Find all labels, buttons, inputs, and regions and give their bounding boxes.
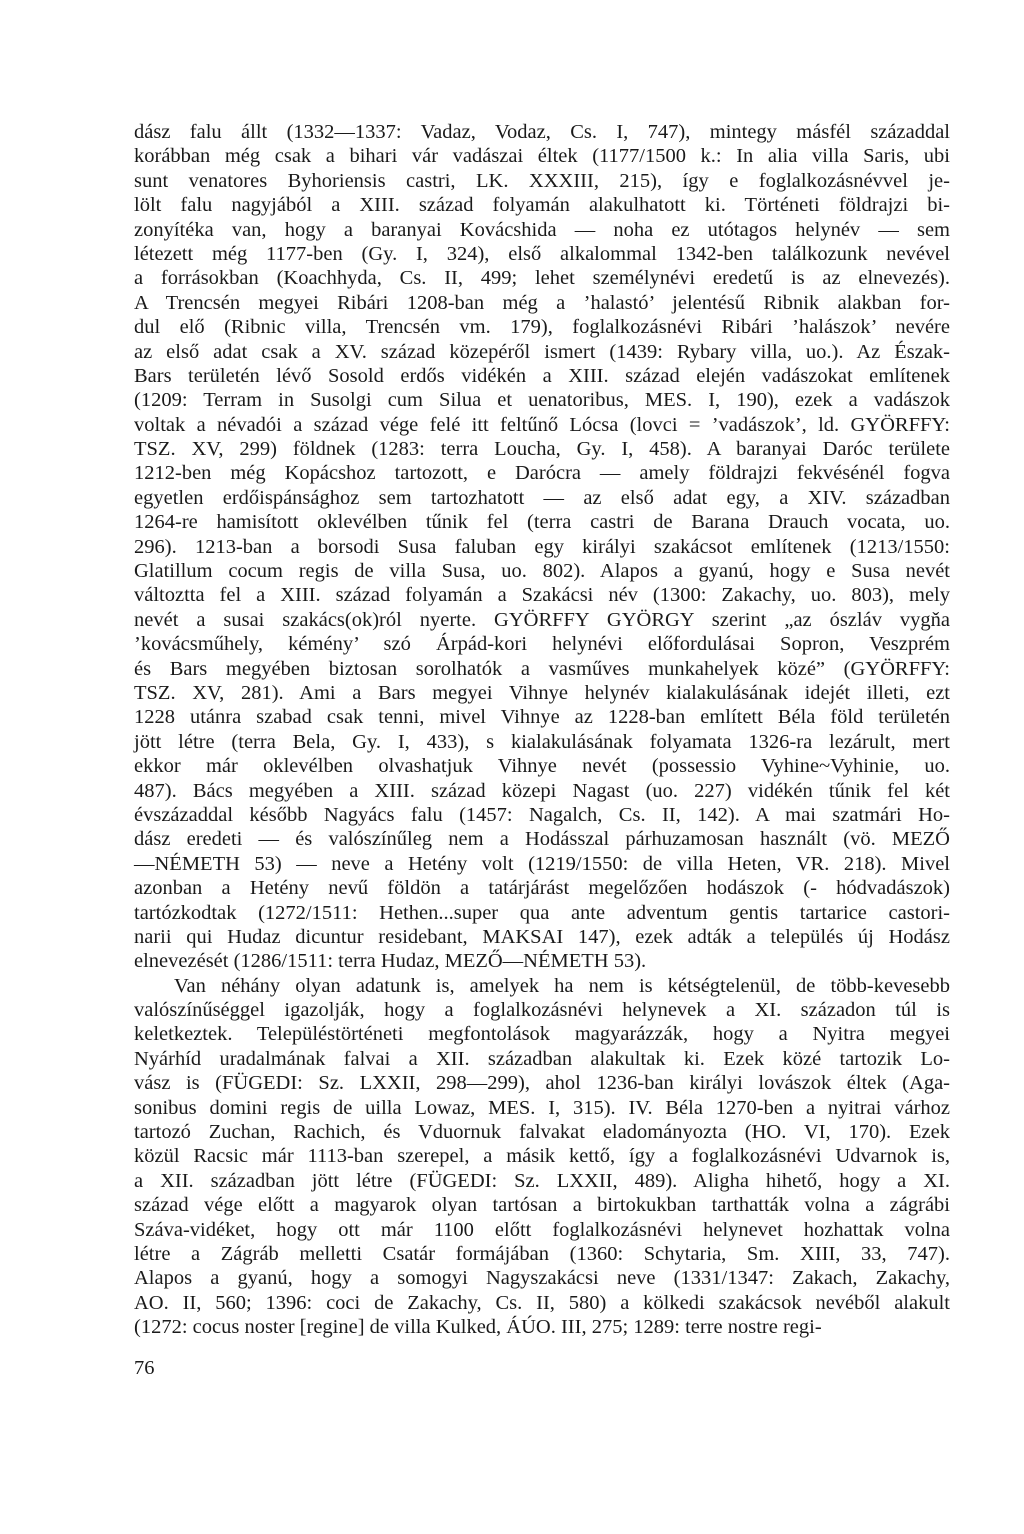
text-line: lölt falu nagyjából a XIII. század folyamán alakulhatott ki. Történeti földrajzi bi- — [134, 194, 950, 217]
text-line: A Trencsén megyei Ribári 1208-ban még a ’halastó’ jelentésű Ribnik alakban for- — [134, 291, 950, 314]
text-line: Nyárhíd uradalmának falvai a XII. században alakultak ki. Ezek közé tartozik Lo- — [134, 1047, 950, 1070]
text-line: a forrásokban (Koachhyda, Cs. II, 499; lehet személynévi eredetű is az elnevezés). — [134, 267, 950, 290]
body-text — [134, 120, 950, 1340]
text-line: keletkeztek. Településtörténeti megfontolások magyarázzák, hogy a Nyitra megyei — [134, 1023, 950, 1046]
paragraph-1 — [134, 120, 950, 974]
text-line: (1209: Terram in Susolgi cum Silua et uenatoribus, MES. I, 190), ezek a vadászok — [134, 389, 950, 412]
text-line: —NÉMETH 53) — neve a Hetény volt (1219/1550: de villa Heten, VR. 218). Mivel — [134, 852, 950, 875]
text-line: változtta fel a XIII. század folyamán a Szakácsi név (1300: Zakachy, uo. 803), mely — [134, 584, 950, 607]
text-line: dász eredeti — és valószínűleg nem a Hodásszal párhuzamosan használt (vö. MEZŐ — [134, 828, 950, 851]
text-line: AO. II, 560; 1396: coci de Zakachy, Cs. II, 580) a kölkedi szakácsok nevéből alakult — [134, 1291, 950, 1314]
text-line: Száva-vidéket, hogy ott már 1100 előtt foglalkozásnévi helynevet hozhattak volna — [134, 1218, 950, 1241]
text-line: Glatillum cocum regis de villa Susa, uo. 802). Alapos a gyanú, hogy e Susa nevét — [134, 560, 950, 583]
text-line: narii qui Hudaz dicuntur residebant, MAKSAI 147), ezek adták a település új Hodász — [134, 925, 950, 948]
text-line: 1212-ben még Kopácshoz tartozott, e Darócra — amely földrajzi fekvésénél fogva — [134, 462, 950, 485]
text-line: 1264-re hamisított oklevélben tűnik fel (terra castri de Barana Drauch vocata, uo. — [134, 511, 950, 534]
text-line: azonban a Hetény nevű földön a tatárjárást megelőzően hodászok (- hódvadászok) — [134, 877, 950, 900]
text-line: 487). Bács megyében a XIII. század közepi Nagast (uo. 227) vidékén tűnik fel két — [134, 779, 950, 802]
text-line: vász is (FÜGEDI: Sz. LXXII, 298—299), ahol 1236-ban királyi lovászok éltek (Aga- — [134, 1072, 950, 1095]
text-line: voltak a névadói a század vége felé itt feltűnő Lócsa (lovci = ’vadászok’, ld. GYÖRFFY: — [134, 413, 950, 436]
text-line: létezett még 1177-ben (Gy. I, 324), első alkalommal 1342-ben találkozunk nevével — [134, 242, 950, 265]
text-line: jött létre (terra Bela, Gy. I, 433), s kialakulásának folyamata 1326-ra lezárult, mert — [134, 730, 950, 753]
text-line: sonibus domini regis de uilla Lowaz, MES. I, 315). IV. Béla 1270-ben a nyitrai várhoz — [134, 1096, 950, 1119]
text-line: létre a Zágráb melletti Csatár formájában (1360: Schytaria, Sm. XIII, 33, 747). — [134, 1242, 950, 1265]
text-line: század vége előtt a magyarok olyan tartósan a birtokukban tarthatták volna a zágrábi — [134, 1194, 950, 1217]
text-line: TSZ. XV, 281). Ami a Bars megyei Vihnye helynév kialakulásának idejét illeti, ezt — [134, 681, 950, 704]
text-line: dul elő (Ribnic villa, Trencsén vm. 179), foglalkozásnévi Ribári ’halászok’ nevére — [134, 316, 950, 339]
text-line: a XII. században jött létre (FÜGEDI: Sz. LXXII, 489). Aligha hihető, hogy a XI. — [134, 1169, 950, 1192]
page-number: 76 — [134, 1357, 155, 1379]
text-line: zonyítéka van, hogy a baranyai Kovácshida — noha ez utótagos helynév — sem — [134, 218, 950, 241]
text-line: évszázaddal később Nagyács falu (1457: Nagalch, Cs. II, 142). A mai szatmári Ho- — [134, 803, 950, 826]
text-line: 296). 1213-ban a borsodi Susa faluban egy királyi szakácsot említenek (1213/1550: — [134, 535, 950, 558]
text-line: TSZ. XV, 299) földnek (1283: terra Loucha, Gy. I, 458). A baranyai Daróc területe — [134, 438, 950, 461]
text-line: elnevezését (1286/1511: terra Hudaz, MEZŐ—NÉMETH 53). — [134, 950, 647, 973]
text-line: tartózkodtak (1272/1511: Hethen...super qua ante adventum gentis tartarice castori- — [134, 901, 950, 924]
text-line: Van néhány olyan adatunk is, amelyek ha nem is kétségtelenül, de több-kevesebb — [174, 974, 950, 997]
text-line: tartozó Zuchan, Rachich, és Vduornuk falvakat eladományozta (HO. VI, 170). Ezek — [134, 1121, 950, 1144]
text-line: közül Racsic már 1113-ban szerepel, a másik kettő, így a foglalkozásnévi Udvarnok is, — [134, 1145, 950, 1168]
text-line: ’kovácsműhely, kémény’ szó Árpád-kori helynévi előfordulásai Sopron, Veszprém — [134, 633, 950, 656]
text-line: ekkor már oklevélben olvashatjuk Vihnye nevét (possessio Vyhine~Vyhinie, uo. — [134, 755, 950, 778]
text-line: nevét a susai szakács(ok)ról nyerte. GYÖRFFY GYÖRGY szerint „az ószláv vygňa — [134, 608, 950, 631]
text-line: Alapos a gyanú, hogy a somogyi Nagyszakácsi neve (1331/1347: Zakach, Zakachy, — [134, 1267, 950, 1290]
paragraph-2 — [134, 974, 950, 1340]
text-line: az első adat csak a XV. század közepéről ismert (1439: Rybary villa, uo.). Az Észak- — [134, 340, 950, 363]
text-line: dász falu állt (1332—1337: Vadaz, Vodaz, Cs. I, 747), mintegy másfél századdal — [134, 121, 950, 143]
text-line: és Bars megyében biztosan sorolhatók a vasműves munkahelyek közé” (GYÖRFFY: — [134, 657, 950, 680]
text-line: 1228 utánra szabad csak tenni, mivel Vihnye az 1228-ban említett Béla föld területén — [134, 706, 950, 729]
text-line: valószínűséggel igazolják, hogy a foglalkozásnévi helynevek a XI. századon túl is — [134, 999, 950, 1022]
text-line: (1272: cocus noster [regine] de villa Kulked, ÁÚO. III, 275; 1289: terre nostre regi- — [134, 1316, 822, 1339]
text-line: sunt venatores Byhoriensis castri, LK. XXXIII, 215), így e foglalkozásnévvel je- — [134, 169, 950, 192]
text-line: korábban még csak a bihari vár vadászai éltek (1177/1500 k.: In alia villa Saris, ubi — [134, 145, 950, 168]
text-line: egyetlen erdőispánsághoz sem tartozhatott — az első adat egy, a XIV. században — [134, 486, 950, 509]
text-line: Bars területén lévő Sosold erdős vidékén a XIII. század elején vadászokat említenek — [134, 364, 950, 387]
